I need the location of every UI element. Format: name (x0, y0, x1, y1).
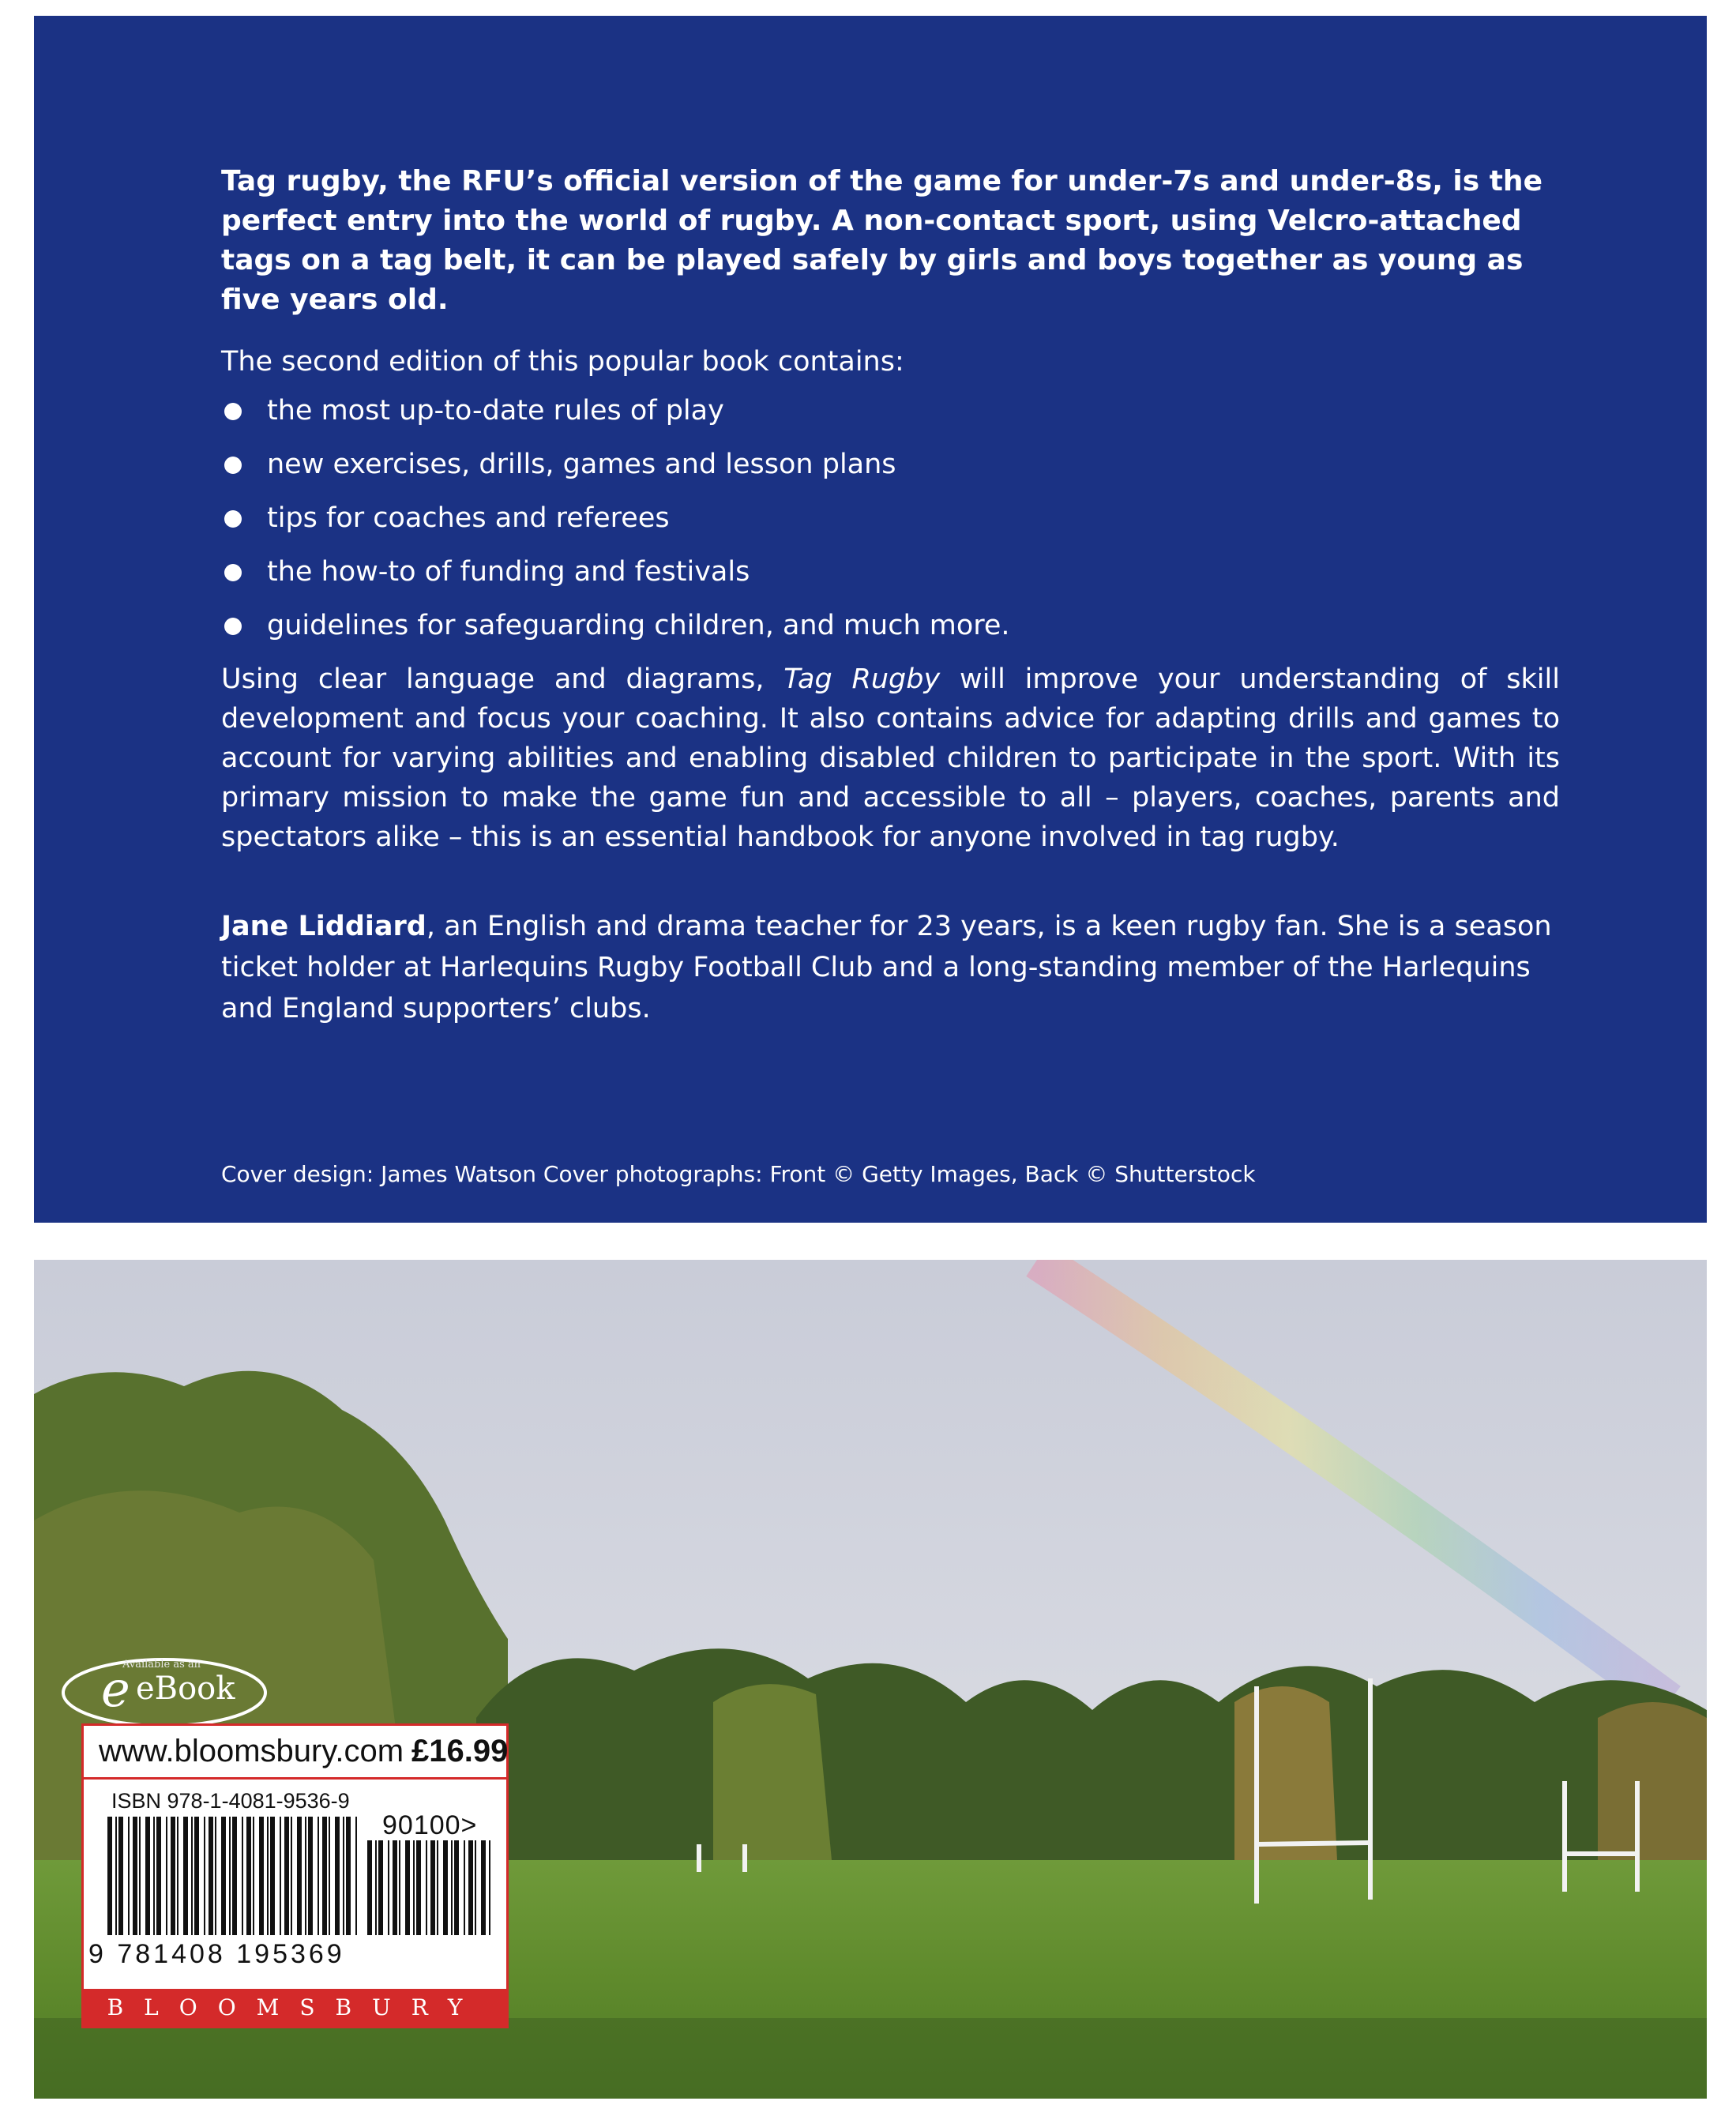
barcode-stripe (291, 1817, 292, 1935)
barcode-stripe (204, 1817, 205, 1935)
ebook-letter-icon: e (101, 1660, 130, 1718)
barcode-stripe (367, 1840, 372, 1935)
barcode-stripe (280, 1817, 281, 1935)
barcode-stripe (416, 1840, 421, 1935)
author-bio (221, 906, 1560, 1029)
barcode-stripe (259, 1817, 264, 1935)
barcode-stripe (378, 1840, 383, 1935)
bullet-icon (224, 510, 242, 528)
barcode-stripe (242, 1817, 243, 1935)
description-paragraph (221, 660, 1560, 857)
ean-number: 9 781408 195369 (88, 1939, 345, 1969)
barcode-stripe (343, 1817, 344, 1935)
barcode-stripe (267, 1817, 269, 1935)
barcode-stripe (468, 1840, 473, 1935)
description-end: will improve your understanding of skill development and focus your coaching. It also contains advice for adapting drills and games to account for varying abilities and enabling disabled children to participate in the sport. With its primary mission to make the game fun and accessible to all – players, coaches, parents and spectators alike – this is an essential handbook for anyone involved in tag rugby. (221, 663, 1560, 853)
barcode-stripe (115, 1817, 117, 1935)
barcode-stripe (443, 1840, 448, 1935)
barcode-stripe (183, 1817, 188, 1935)
book-title: Tag Rugby (783, 663, 941, 695)
barcode-stripe (322, 1817, 327, 1935)
barcode-stripe (489, 1840, 490, 1935)
barcode-stripe (145, 1817, 150, 1935)
barcode-stripe (107, 1817, 112, 1935)
barcode-stripe (215, 1817, 216, 1935)
price-divider (84, 1777, 506, 1780)
bullet-icon (224, 457, 242, 474)
intro-paragraph: Tag rugby, the RFU’s official version of the game for under-7s and under-8s, is the perfect entry into the world of rugby. A non-contact sport, using Velcro-attached tags on a tag belt, it can be played safely by girls and boys together as young as five years old. (221, 165, 1542, 316)
barcode-stripe (413, 1840, 415, 1935)
ean-barcode (107, 1817, 360, 1935)
barcode-stripe (128, 1817, 130, 1935)
barcode-stripe (284, 1817, 289, 1935)
barcode-stripe (481, 1840, 486, 1935)
addon-barcode (367, 1840, 498, 1935)
feature-item (221, 498, 1560, 538)
barcode-stripe (399, 1840, 400, 1935)
feature-label: the most up-to-date rules of play (267, 395, 724, 427)
author-bio-text: , an English and drama teacher for 23 years, is a keen rugby fan. She is a season ticket holder at Harlequins Rugby Football Club and a long-standing member of the Harlequins and England supporters’ clubs. (221, 911, 1552, 1024)
publisher-name: BLOOMSBURY (84, 1989, 506, 2026)
bullet-icon (224, 564, 242, 581)
barcode-stripe (318, 1817, 319, 1935)
barcode-stripe (430, 1840, 435, 1935)
barcode-addon-number: 90100> (382, 1810, 478, 1840)
barcode-stripe (270, 1817, 275, 1935)
barcode-stripe (405, 1840, 410, 1935)
bullet-icon (224, 618, 242, 635)
barcode-stripe (426, 1840, 427, 1935)
barcode-stripe (375, 1840, 377, 1935)
barcode-stripe (454, 1840, 459, 1935)
feature-label: new exercises, drills, games and lesson plans (267, 449, 896, 480)
barcode-stripe (253, 1817, 254, 1935)
ebook-word: eBook (136, 1671, 235, 1707)
description-start: Using clear language and diagrams, (221, 663, 784, 695)
cover-credits: Cover design: James Watson Cover photographs: Front © Getty Images, Back © Shutterstock (221, 1161, 1256, 1187)
barcode-stripe (166, 1817, 167, 1935)
price-line (99, 1734, 508, 1769)
publisher-website: www.bloomsbury.com (99, 1734, 404, 1768)
ebook-available-text: Available as an (122, 1659, 201, 1671)
feature-label: the how-to of funding and festivals (267, 556, 750, 588)
barcode-stripe (246, 1817, 251, 1935)
barcode-stripe (118, 1817, 123, 1935)
barcode-stripe (153, 1817, 155, 1935)
bullet-icon (224, 403, 242, 420)
barcode-stripe (388, 1840, 389, 1935)
feature-item (221, 391, 1560, 430)
barcode-stripe (464, 1840, 465, 1935)
barcode-stripe (156, 1817, 161, 1935)
barcode-stripe (232, 1817, 237, 1935)
author-name: Jane Liddiard (221, 911, 426, 942)
barcode-stripe (209, 1817, 213, 1935)
feature-item (221, 606, 1560, 645)
barcode-stripe (475, 1840, 476, 1935)
barcode-stripe (171, 1817, 175, 1935)
feature-list (221, 391, 1560, 645)
barcode-stripe (305, 1817, 306, 1935)
barcode-stripe (133, 1817, 137, 1935)
barcode-stripe (221, 1817, 226, 1935)
back-cover-blurb-panel (34, 16, 1707, 1223)
barcode-stripe (329, 1817, 330, 1935)
barcode-stripe (177, 1817, 178, 1935)
price: £16.99 (411, 1734, 509, 1768)
barcode-stripe (355, 1817, 357, 1935)
barcode-stripe (229, 1817, 231, 1935)
barcode-stripe (191, 1817, 193, 1935)
feature-item (221, 552, 1560, 592)
barcode-stripe (308, 1817, 313, 1935)
feature-label: tips for coaches and referees (267, 502, 670, 534)
barcode-stripe (139, 1817, 141, 1935)
feature-item (221, 445, 1560, 484)
barcode-stripe (346, 1817, 351, 1935)
feature-label: guidelines for safeguarding children, and much more. (267, 610, 1010, 641)
barcode-stripe (335, 1817, 340, 1935)
blurb-text-column (221, 162, 1560, 1029)
barcode-stripe (194, 1817, 199, 1935)
contents-lead: The second edition of this popular book contains: (221, 346, 904, 378)
barcode-stripe (451, 1840, 453, 1935)
barcode-stripe (437, 1840, 438, 1935)
barcode-stripe (393, 1840, 397, 1935)
barcode-stripe (297, 1817, 302, 1935)
isbn: ISBN 978-1-4081-9536-9 (111, 1789, 350, 1813)
